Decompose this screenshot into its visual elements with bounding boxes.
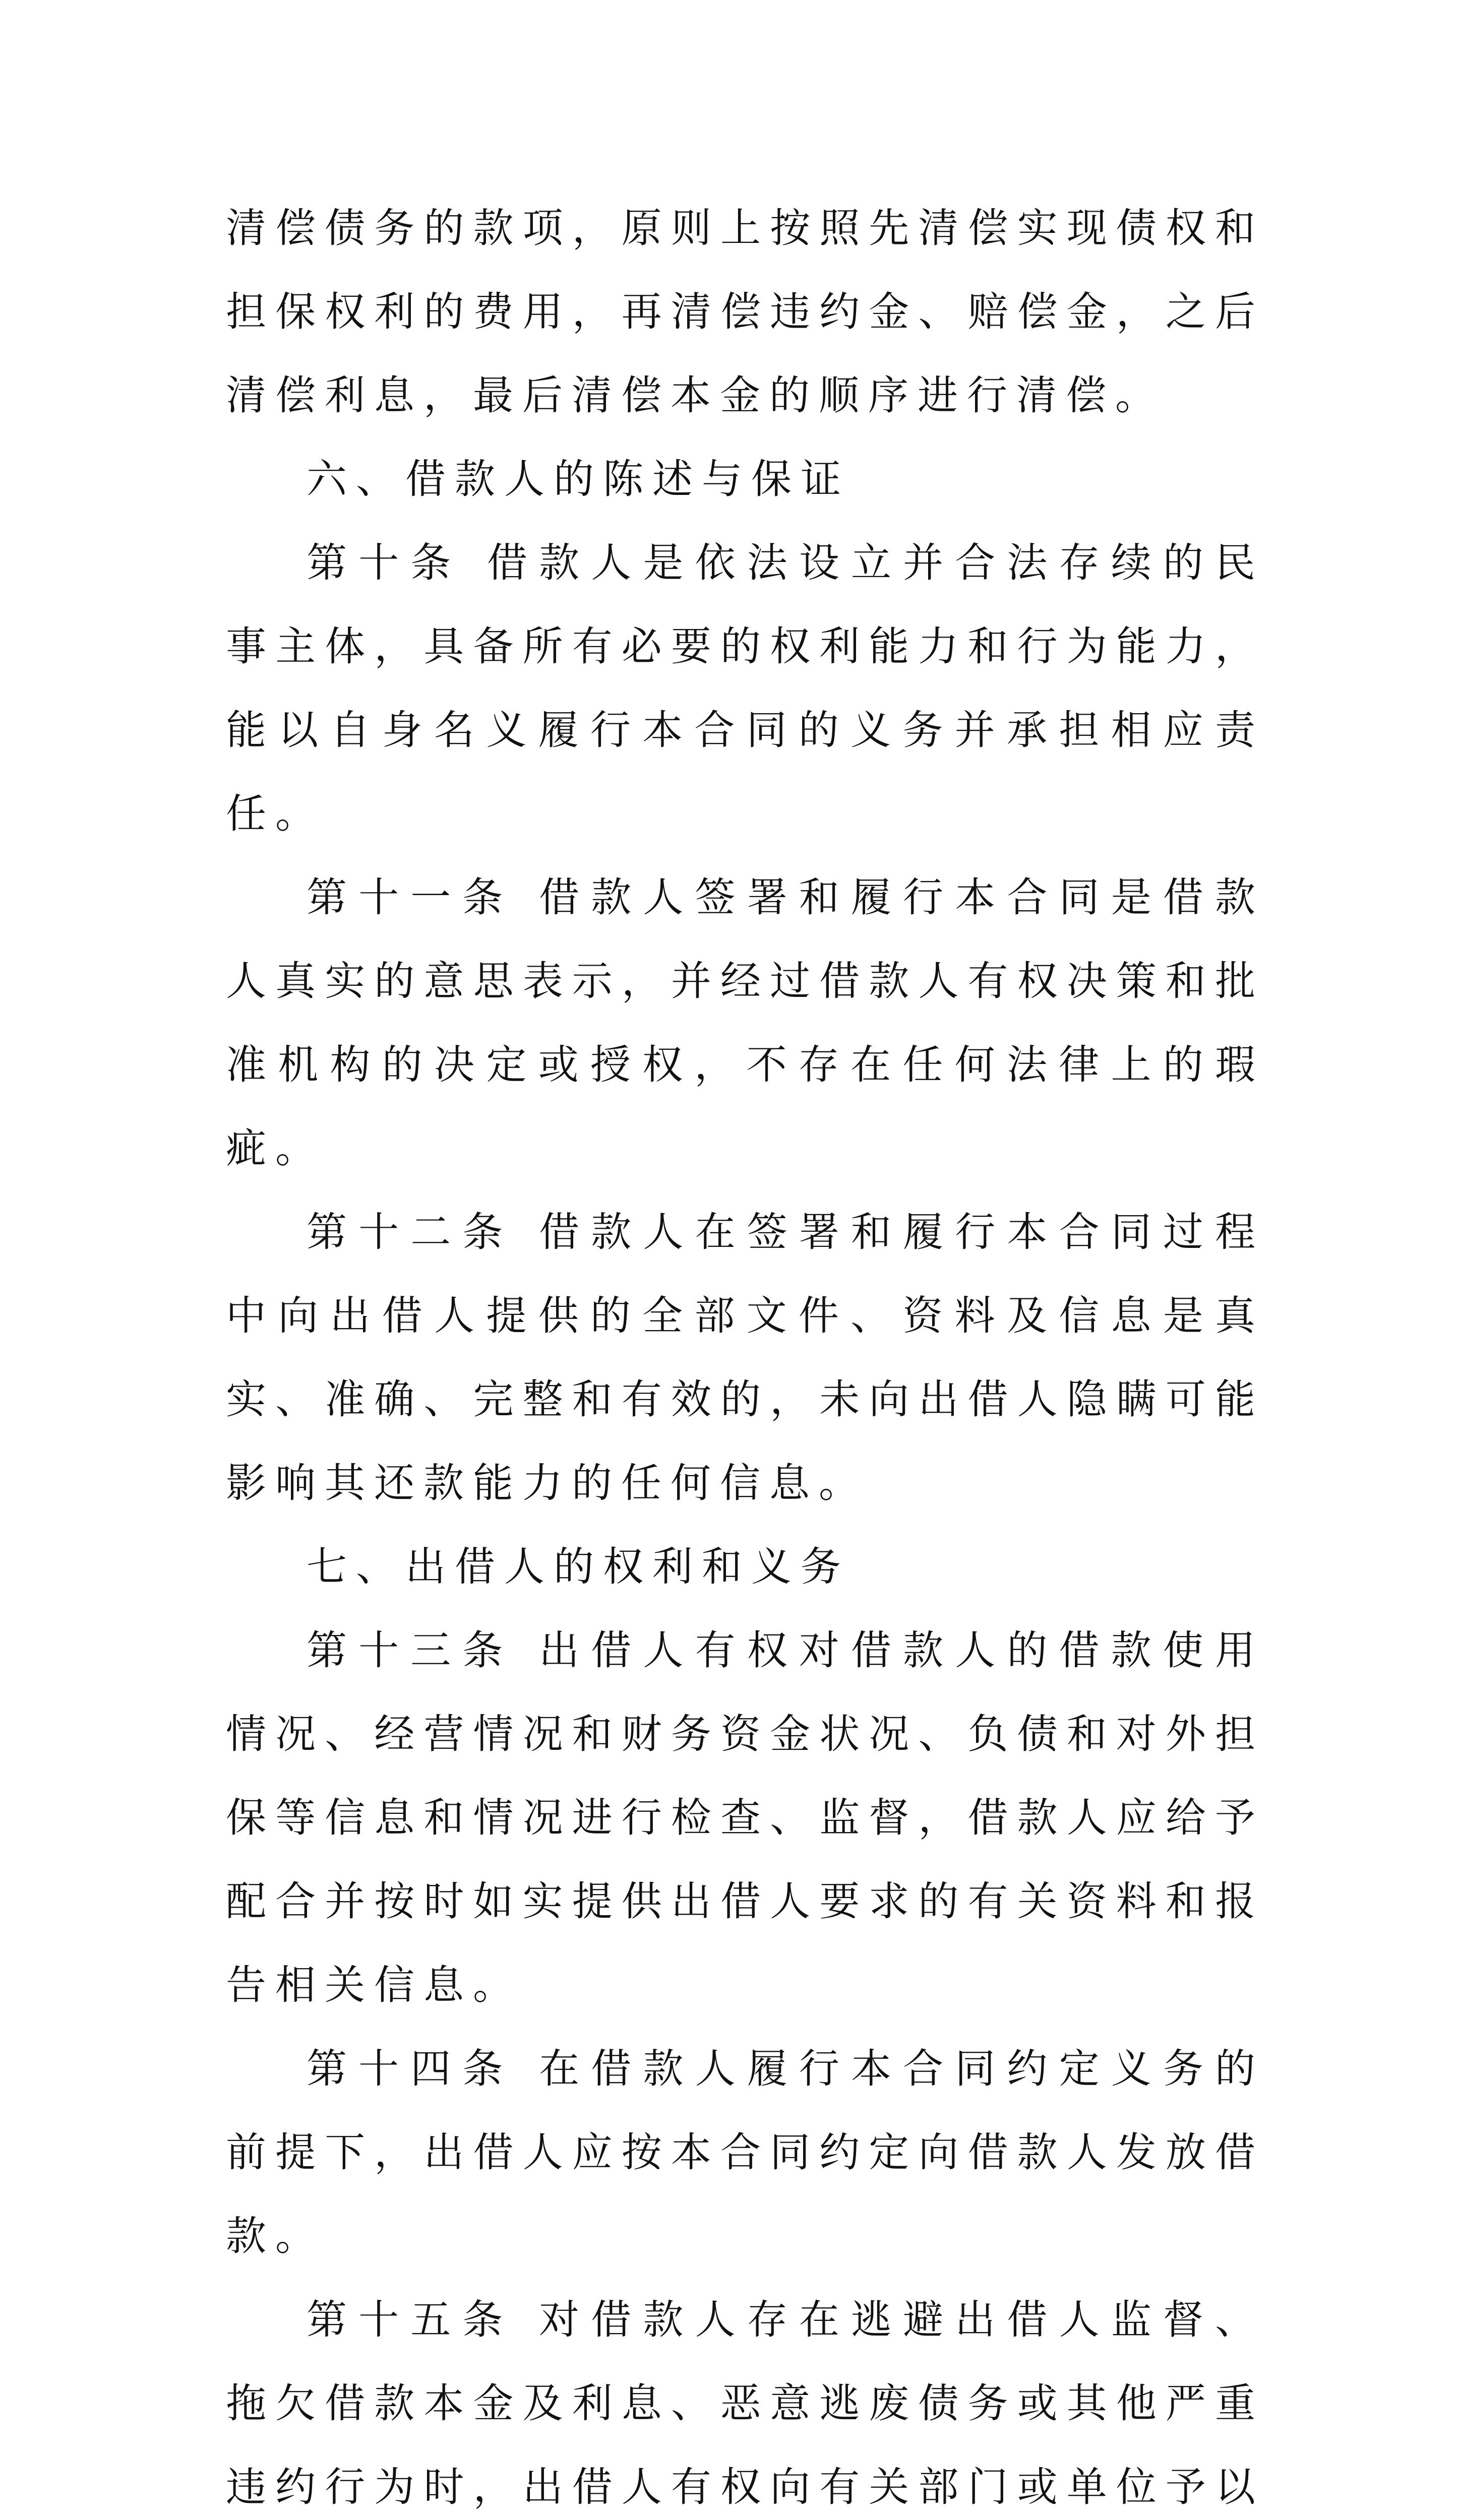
article-12: 第十二条 借款人在签署和履行本合同过程中向出借人提供的全部文件、资料及信息是真实、准确、完整和有效的，未向出借人隐瞒可能影响其还款能力的任何信息。 bbox=[226, 1209, 1264, 1506]
document-body bbox=[226, 186, 1264, 2520]
article-15: 第十五条 对借款人存在逃避出借人监督、拖欠借款本金及利息、恶意逃废债务或其他严重违约行为时，出借人有权向有关部门或单位予以 bbox=[226, 2296, 1264, 2510]
article-11: 第十一条 借款人签署和履行本合同是借款人真实的意思表示，并经过借款人有权决策和批准机构的决定或授权，不存在任何法律上的瑕疵。 bbox=[226, 874, 1264, 1172]
section-heading-borrower-representations: 六、借款人的陈述与保证 bbox=[307, 456, 850, 502]
article-14: 第十四条 在借款人履行本合同约定义务的前提下，出借人应按本合同约定向借款人发放借款。 bbox=[226, 2045, 1264, 2259]
section-heading-lender-rights: 七、出借人的权利和义务 bbox=[307, 1543, 850, 1590]
paragraph-continuation: 清偿债务的款项，原则上按照先清偿实现债权和担保权利的费用，再清偿违约金、赔偿金，之后清偿利息，最后清偿本金的顺序进行清偿。 bbox=[226, 205, 1264, 419]
article-10: 第十条 借款人是依法设立并合法存续的民事主体，具备所有必要的权利能力和行为能力，能以自身名义履行本合同的义务并承担相应责任。 bbox=[226, 539, 1264, 837]
article-13: 第十三条 出借人有权对借款人的借款使用情况、经营情况和财务资金状况、负债和对外担保等信息和情况进行检查、监督，借款人应给予配合并按时如实提供出借人要求的有关资料和报告相关信息。 bbox=[226, 1627, 1264, 2008]
